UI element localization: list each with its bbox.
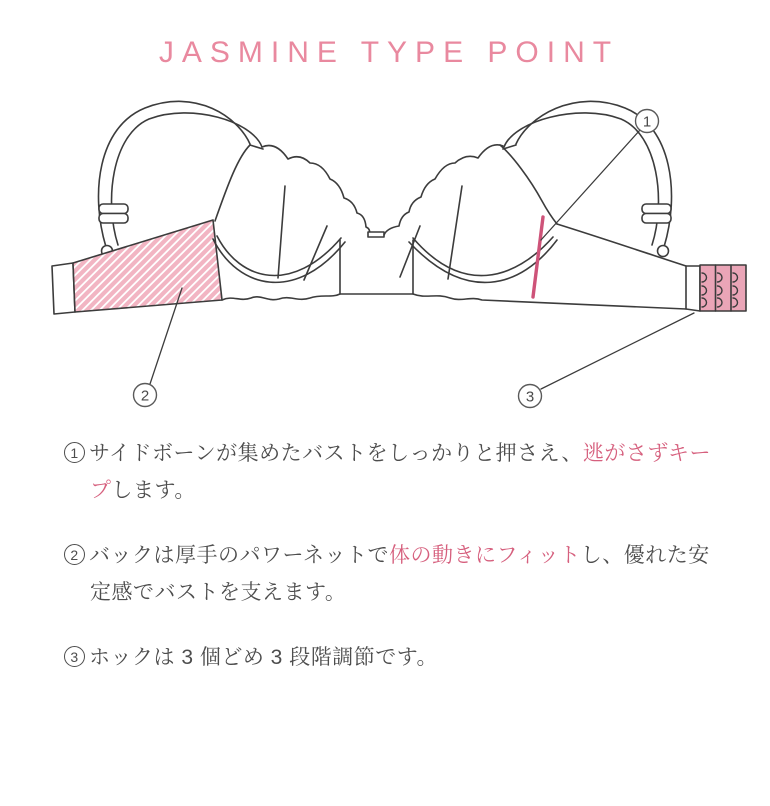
point-descriptions	[0, 429, 770, 676]
point-1	[64, 435, 718, 509]
cup-left-seam	[278, 186, 285, 278]
point-2-marker: 2	[64, 544, 85, 565]
point-2-text: バックは厚手のパワーネットで	[89, 544, 389, 567]
cup-right-scallop-edge	[384, 145, 503, 235]
product-point-page	[0, 36, 770, 806]
point-2-text-end: し、優れた安定感でバストを支えます。	[90, 544, 710, 604]
leader-line-3	[541, 313, 694, 389]
point-2	[64, 537, 718, 611]
strap-slider-left	[99, 204, 128, 214]
point-1-accent-text: 逃がさずキープ	[90, 442, 712, 502]
center-gore	[340, 232, 413, 294]
point-1-text-end: します。	[111, 479, 196, 502]
callout-1	[636, 110, 659, 133]
point-2-accent-text: 体の動きにフィット	[388, 544, 581, 567]
point-1-marker: 1	[64, 442, 85, 463]
strap-slider-right	[642, 204, 671, 214]
cup-right	[384, 145, 557, 283]
back-panel-left-hatched	[73, 220, 222, 312]
point-1-text: サイドボーンが集めたバストをしっかりと押さえ、	[89, 442, 583, 465]
cup-left-scallop-edge	[262, 146, 370, 236]
strap-ring-right	[658, 246, 669, 257]
callout-3-number: 3	[525, 388, 535, 406]
point-3-text: ホックは 3 個どめ 3 段階調節です。	[89, 646, 439, 669]
bra-diagram	[0, 84, 770, 429]
underwire-right	[413, 237, 553, 276]
band-bottom-left	[222, 294, 340, 300]
cup-left	[213, 145, 370, 282]
leader-line-1	[541, 130, 640, 240]
bra-diagram-container	[0, 84, 770, 429]
callout-2-number: 2	[140, 387, 150, 405]
callout-3	[519, 385, 542, 408]
callout-2	[134, 384, 157, 407]
hook-closure	[686, 265, 746, 311]
callout-1-number: 1	[642, 113, 652, 131]
band-bottom-right	[413, 294, 686, 309]
point-3	[64, 639, 718, 676]
cup-right-seam	[448, 186, 462, 279]
page-title: JASMINE TYPE POINT	[158, 36, 620, 69]
point-3-marker: 3	[64, 646, 85, 667]
eye-tab-left	[52, 263, 75, 314]
wing-top-right	[557, 224, 686, 266]
